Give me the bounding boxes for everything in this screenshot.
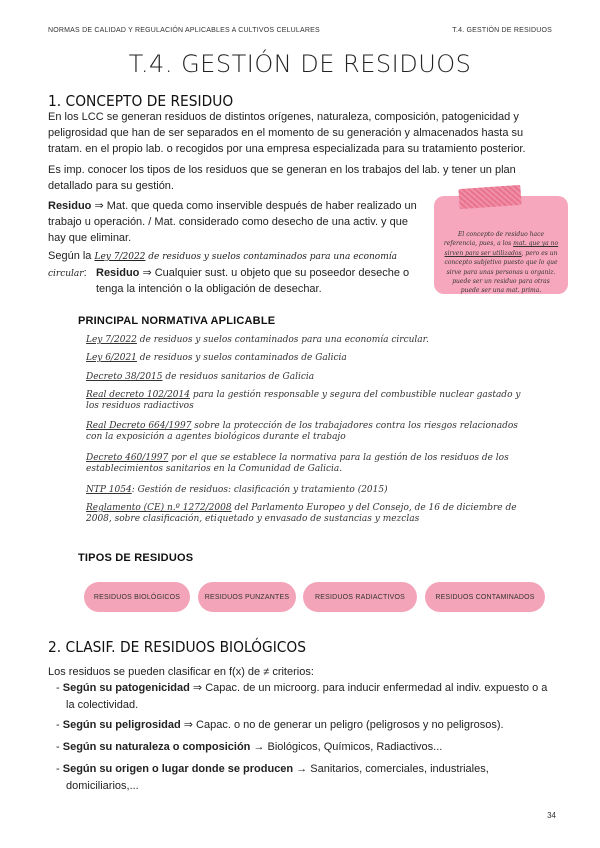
law-title: de residuos sanitarios de Galicia <box>162 372 315 382</box>
text-line: tenga la intención o la obligación de desechar. <box>96 283 322 295</box>
criterion-label: Según su patogenicidad <box>62 682 190 694</box>
note-line: referencia, pues, a los <box>443 240 512 248</box>
criterion-text: la colectividad. <box>66 699 139 711</box>
normativa-item <box>86 353 551 364</box>
criteria-item: - Según su peligrosidad ⇒ Capac. o no de generar un peligro (peligrosos y no peligrosos). <box>56 719 504 731</box>
law-reference: Ley 6/2021 <box>86 353 137 363</box>
criteria-item: - Según su naturaleza o composición → Biológicos, Químicos, Radiactivos... <box>56 741 443 753</box>
note-underlined: sirven para ser utilizados <box>444 249 522 257</box>
residuo-term: Residuo <box>96 267 140 279</box>
criterion-label: Según su naturaleza o composición <box>62 741 251 753</box>
text-line: hay que eliminar. <box>48 232 132 244</box>
law-title: establecimientos sanitarios en la Comunidad de Galicia. <box>86 464 343 474</box>
page-number: 34 <box>547 811 556 820</box>
note-line: , pero es un <box>521 249 558 257</box>
normativa-item <box>86 335 551 346</box>
section2-heading: 2. CLASIF. DE RESIDUOS BIOLÓGICOS <box>48 638 307 656</box>
law-reference: Real decreto 102/2014 <box>86 390 190 400</box>
law-reference: Real Decreto 664/1997 <box>86 421 192 431</box>
normativa-item <box>86 421 551 443</box>
law-title: : Gestión de residuos: clasificación y tratamiento (2015) <box>131 485 388 495</box>
text-line: Es imp. conocer los tipos de los residuos que se generan en los trabajos del lab. y tener un plan <box>48 164 516 176</box>
page-title: T.4. GESTIÓN DE RESIDUOS <box>128 50 472 78</box>
normativa-heading: PRINCIPAL NORMATIVA APLICABLE <box>78 315 276 327</box>
law-reference: Decreto 38/2015 <box>86 372 163 382</box>
law-reference: Ley 7/2022 <box>86 335 137 345</box>
text-line: detallado para su gestión. <box>48 180 174 192</box>
note-line: puede ser una mat. prima. <box>460 287 542 295</box>
criterion-label: Según su peligrosidad <box>62 719 181 731</box>
section1-heading: 1. CONCEPTO DE RESIDUO <box>48 92 234 110</box>
note-line: concepto subjetivo puesto que lo que <box>444 259 558 267</box>
text-span: : <box>83 267 87 279</box>
law-title: los residuos radiactivos <box>86 401 194 411</box>
criteria-item: - Según su origen o lugar donde se producen → Sanitarios, comerciales, industriales, domiciliarios,... <box>56 761 556 795</box>
residuo-term: Residuo <box>48 200 92 212</box>
note-line: puede ser un residuo para otras <box>452 278 550 286</box>
law-reference: Reglamento (CE) n.º 1272/2008 <box>86 503 232 513</box>
section1-paragraph-1 <box>48 109 568 157</box>
normativa-item <box>86 503 551 525</box>
law-title: sobre la protección de los trabajadores contra los riesgos relacionados <box>191 421 518 431</box>
law-title: para la gestión responsable y segura del combustible nuclear gastado y <box>189 390 521 400</box>
text-line: trabajo u operación. / Mat. considerado como desecho de una activ. y que <box>48 216 408 228</box>
criterion-text: domiciliarios,... <box>66 780 139 792</box>
criterion-text: ⇒ Capac. de un microorg. para inducir enfermedad al indiv. expuesto o a <box>189 682 548 694</box>
law-title: con la exposición a agentes biológicos durante el trabajo <box>86 432 346 442</box>
law-title: 2008, sobre clasificación, etiquetado y envasado de sustancias y mezclas <box>86 514 420 524</box>
criterion-text: → Sanitarios, comerciales, industriales, <box>293 763 489 775</box>
law-title: de residuos y suelos contaminados para una economía circular <box>48 252 397 279</box>
criteria-item: - Según su patogenicidad ⇒ Capac. de un microorg. para inducir enfermedad al indiv. expuesto o a la colectividad. <box>56 680 556 714</box>
law-reference: Decreto 460/1997 <box>86 453 169 463</box>
normativa-item <box>86 453 551 475</box>
tipos-heading: TIPOS DE RESIDUOS <box>78 552 194 564</box>
section2-intro: Los residuos se pueden clasificar en f(x) de ≠ criterios: <box>48 666 314 678</box>
note-line: sirve para unas personas u organiz. <box>446 268 556 276</box>
law-reference: NTP 1054 <box>86 485 132 495</box>
criterion-text: ⇒ Capac. o no de generar un peligro (peligrosos y no peligrosos). <box>180 719 504 731</box>
text-line: En los LCC se generan residuos de distintos orígenes, naturaleza, composición, patogenicidad y <box>48 111 519 123</box>
criterion-label: Según su origen o lugar donde se producen <box>62 763 294 775</box>
running-header-right: T.4. GESTIÓN DE RESIDUOS <box>452 27 552 34</box>
law-title: del Parlamento Europeo y del Consejo, de 16 de diciembre de <box>231 503 517 513</box>
law-title: de residuos y suelos contaminados de Galicia <box>136 353 347 363</box>
text-line: tratam. en el propio lab. o recogidos por una empresa especializada para su tratamiento posterior. <box>48 143 526 155</box>
sticky-note <box>434 196 568 294</box>
criterion-text: → Biológicos, Químicos, Radiactivos... <box>250 741 443 753</box>
residuo-definition <box>48 198 428 246</box>
residuo-definition-legal <box>96 265 426 297</box>
law-title: por el que se establece la normativa para la gestión de los residuos de los <box>168 453 509 463</box>
pill-residuos-contaminados: RESIDUOS CONTAMINADOS <box>425 582 545 612</box>
note-line: El concepto de residuo hace <box>457 231 545 238</box>
running-header-left: NORMAS DE CALIDAD Y REGULACIÓN APLICABLES A CULTIVOS CELULARES <box>48 27 320 34</box>
text-span: ⇒ Mat. que queda como inservible después de haber realizado un <box>91 200 417 212</box>
normativa-item <box>86 485 551 496</box>
law-reference: Ley 7/2022 <box>94 252 146 262</box>
pill-residuos-biologicos: RESIDUOS BIOLÓGICOS <box>84 582 190 612</box>
normativa-item <box>86 390 551 412</box>
text-span: Según la <box>48 250 95 262</box>
note-underlined: mat. que ya no <box>513 240 559 248</box>
normativa-item <box>86 372 551 383</box>
pill-residuos-punzantes: RESIDUOS PUNZANTES <box>198 582 296 612</box>
text-span: ⇒ Cualquier sust. u objeto que su poseedor deseche o <box>139 267 410 279</box>
law-title: de residuos y suelos contaminados para una economía circular. <box>136 335 429 345</box>
text-line: peligrosidad que han de ser separados en el momento de su generación y almacenados hasta su <box>48 127 524 139</box>
pill-residuos-radiactivos: RESIDUOS RADIACTIVOS <box>303 582 417 612</box>
